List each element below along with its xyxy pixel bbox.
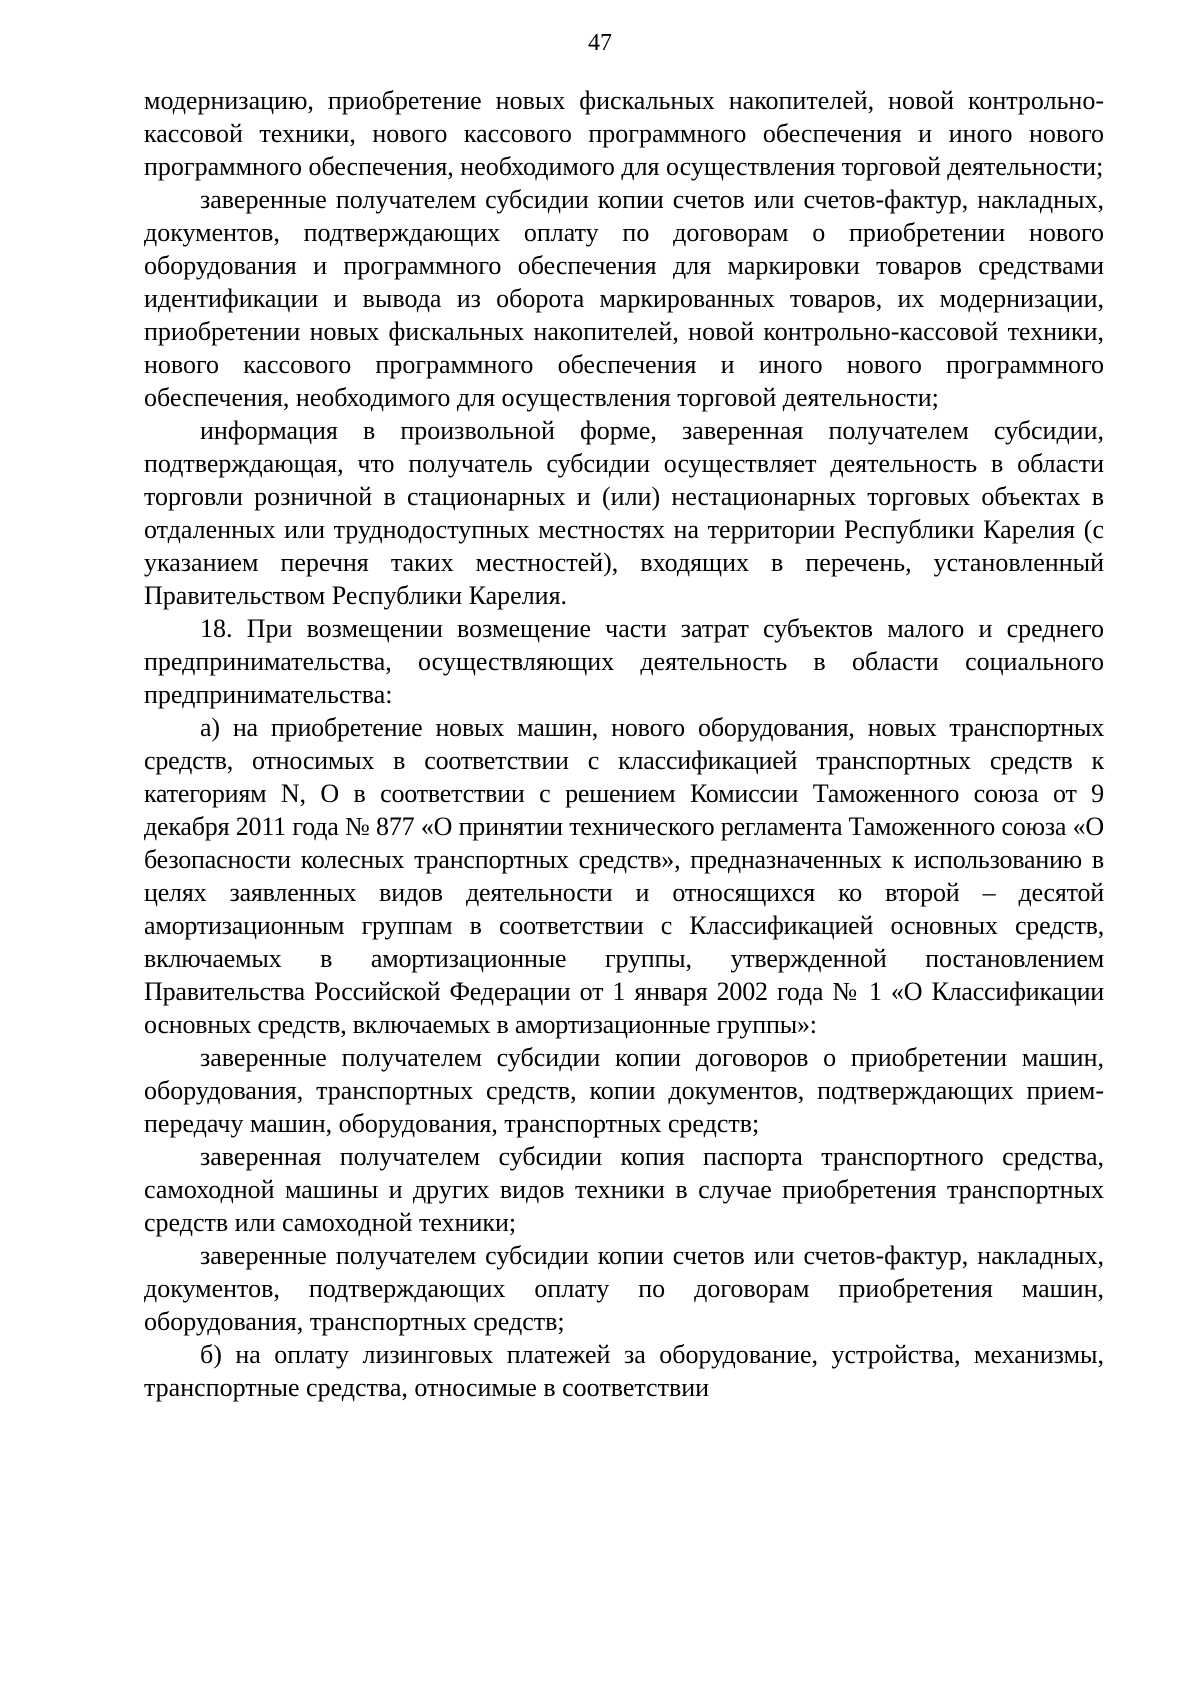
page-number: 47 (588, 30, 612, 56)
paragraph-6: заверенные получателем субсидии копии договоров о приобретении машин, оборудования, транспортных средств, копии документов, подтверждающих прием-передачу машин, оборудования, транспортных средств; (144, 1043, 1104, 1138)
paragraph-9: б) на оплату лизинговых платежей за оборудование, устройства, механизмы, транспортные средства, относимые в соответствии (144, 1340, 1104, 1402)
paragraph-1: модернизацию, приобретение новых фискальных накопителей, новой контрольно-кассовой техники, нового кассового программного обеспечения и иного нового программного обеспечения, необходимого для осуществления торговой деятельности; (144, 86, 1104, 181)
paragraph-8: заверенные получателем субсидии копии счетов или счетов-фактур, накладных, документов, подтверждающих оплату по договорам приобретения машин, оборудования, транспортных средств; (144, 1241, 1104, 1336)
paragraph-7: заверенная получателем субсидии копия паспорта транспортного средства, самоходной машины и других видов техники в случае приобретения транспортных средств или самоходной техники; (144, 1142, 1104, 1237)
paragraph-2: заверенные получателем субсидии копии счетов или счетов-фактур, накладных, документов, подтверждающих оплату по договорам о приобретении нового оборудования и программного обеспечения для маркировки товаров средствами идентификации и вывода из оборота маркированных товаров, их модернизации, приобретении новых фискальных накопителей, новой контрольно-кассовой техники, нового кассового программного обеспечения и иного нового программного обеспечения, необходимого для осуществления торговой деятельности; (144, 185, 1104, 412)
paragraph-5: а) на приобретение новых машин, нового оборудования, новых транспортных средств, относимых в соответствии с классификацией транспортных средств к категориям N, O в соответствии с решением Комиссии Таможенного союза от 9 декабря 2011 года № 877 «О принятии технического регламента Таможенного союза «О безопасности колесных транспортных средств», предназначенных к использованию в целях заявленных видов деятельности и относящихся ко второй – десятой амортизационным группам в соответствии с Классификацией основных средств, включаемых в амортизационные группы, утвержденной постановлением Правительства Российской Федерации от 1 января 2002 года № 1 «О Классификации основных средств, включаемых в амортизационные группы»: (144, 713, 1104, 1039)
document-body (144, 84, 1104, 1404)
paragraph-4: 18. При возмещении возмещение части затрат субъектов малого и среднего предпринимательства, осуществляющих деятельность в области социального предпринимательства: (144, 614, 1104, 709)
paragraph-3: информация в произвольной форме, заверенная получателем субсидии, подтверждающая, что получатель субсидии осуществляет деятельность в области торговли розничной в стационарных и (или) нестационарных торговых объектах в отдаленных или труднодоступных местностях на территории Республики Карелия (с указанием перечня таких местностей), входящих в перечень, установленный Правительством Республики Карелия. (144, 416, 1104, 610)
